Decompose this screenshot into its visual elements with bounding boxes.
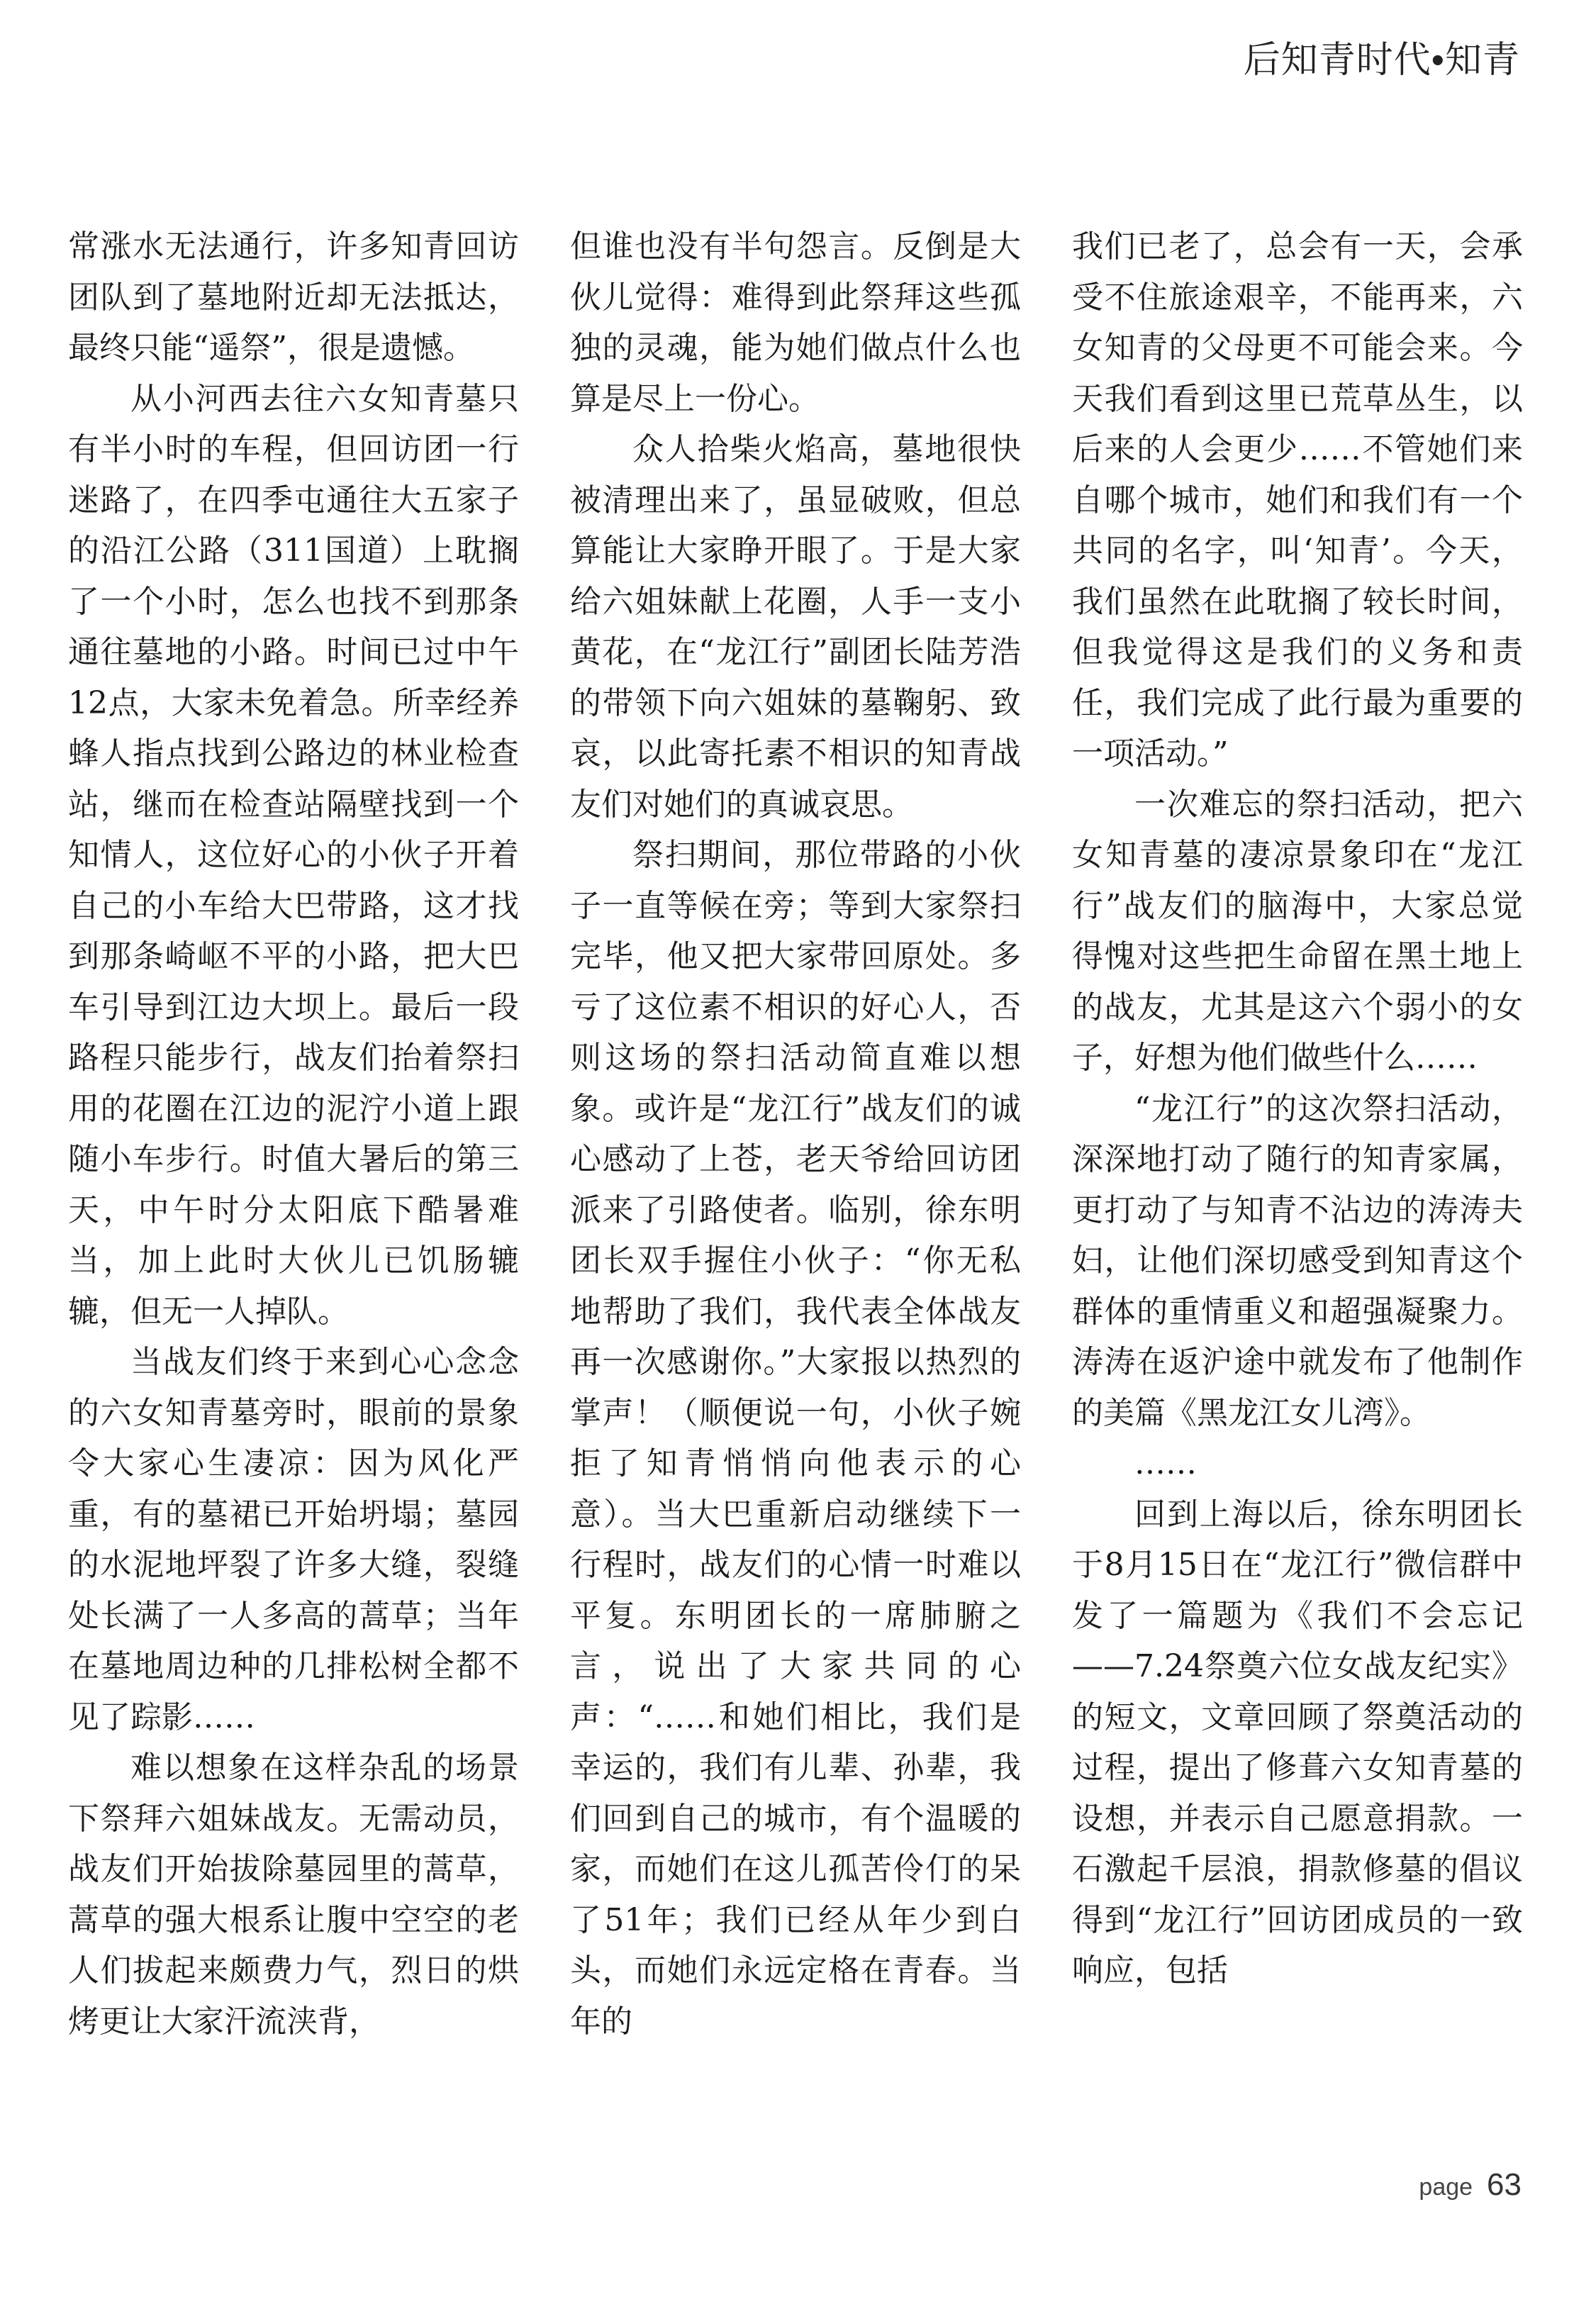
page-label: page	[1419, 2174, 1473, 2201]
paragraph: 众人拾柴火焰高，墓地很快被清理出来了，虽显破败，但总算能让大家睁开眼了。于是大家给六姐妹献上花圈，人手一支小黄花，在“龙江行”副团长陆芳浩的带领下向六姐妹的墓鞠躬、致哀，以此寄托素不相识的知青战友们对她们的真诚哀思。	[570, 431, 1021, 823]
paragraph: 我们已老了，总会有一天，会承受不住旅途艰辛，不能再来，六女知青的父母更不可能会来。今天我们看到这里已荒草丛生，以后来的人会更少……不管她们来自哪个城市，她们和我们有一个共同的名字，叫‘知青’。今天，我们虽然在此耽搁了较长时间，但我觉得这是我们的义务和责任，我们完成了此行最为重要的一项活动。”	[1072, 228, 1523, 772]
paragraph: 从小河西去往六女知青墓只有半小时的车程，但回访团一行迷路了，在四季屯通往大五家子的沿江公路（311国道）上耽搁了一个小时，怎么也找不到那条通往墓地的小路。时间已过中午12点，大家未免着急。所幸经养蜂人指点找到公路边的林业检查站，继而在检查站隔壁找到一个知情人，这位好心的小伙子开着自己的小车给大巴带路，这才找到那条崎岖不平的小路，把大巴车引导到江边大坝上。最后一段路程只能步行，战友们抬着祭扫用的花圈在江边的泥泞小道上跟随小车步行。时值大暑后的第三天，中午时分太阳底下酷暑难当，加上此时大伙儿已饥肠辘辘，但无一人掉队。	[68, 380, 519, 1330]
paragraph: 祭扫期间，那位带路的小伙子一直等候在旁；等到大家祭扫完毕，他又把大家带回原处。多亏了这位素不相识的好心人，否则这场的祭扫活动简直难以想象。或许是“龙江行”战友们的诚心感动了上苍，老天爷给回访团派来了引路使者。临别，徐东明团长双手握住小伙子：“你无私地帮助了我们，我代表全体战友再一次感谢你。”大家报以热烈的掌声！（顺便说一句，小伙子婉拒了知青悄悄向他表示的心意）。当大巴重新启动继续下一行程时，战友们的心情一时难以平复。东明团长的一席肺腑之言，说出了大家共同的心声：“……和她们相比，我们是幸运的，我们有儿辈、孙辈，我们回到自己的城市，有个温暖的家，而她们在这儿孤苦伶仃的呆了51年；我们已经从年少到白头，而她们永远定格在青春。当年的	[570, 837, 1021, 2040]
paragraph: 但谁也没有半句怨言。反倒是大伙儿觉得：难得到此祭拜这些孤独的灵魂，能为她们做点什么也算是尽上一份心。	[570, 228, 1021, 417]
page-number: 63	[1487, 2167, 1522, 2202]
paragraph: “龙江行”的这次祭扫活动，深深地打动了随行的知青家属，更打动了与知青不沾边的涛涛夫妇，让他们深切感受到知青这个群体的重情重义和超强凝聚力。涛涛在返沪途中就发布了他制作的美篇《黑龙江女儿湾》。	[1072, 1090, 1523, 1431]
paragraph: 难以想象在这样杂乱的场景下祭拜六姐妹战友。无需动员，战友们开始拔除墓园里的蒿草，蒿草的强大根系让腹中空空的老人们拔起来颇费力气，烈日的烘烤更让大家汗流浃背，	[68, 1750, 519, 2040]
text-column-1	[68, 221, 519, 2047]
page-footer	[1419, 2167, 1522, 2203]
paragraph: 回到上海以后，徐东明团长于8月15日在“龙江行”微信群中发了一篇题为《我们不会忘记——7.24祭奠六位女战友纪实》的短文，文章回顾了祭奠活动的过程，提出了修葺六女知青墓的设想，并表示自己愿意捐款。一石激起千层浪，捐款修墓的倡议得到“龙江行”回访团成员的一致响应，包括	[1072, 1496, 1523, 1989]
paragraph: 常涨水无法通行，许多知青回访团队到了墓地附近却无法抵达，最终只能“遥祭”，很是遗憾。	[68, 228, 519, 366]
section-header: 后知青时代•知青	[1243, 40, 1520, 81]
text-column-2	[570, 221, 1021, 2047]
paragraph: ……	[1134, 1445, 1197, 1481]
text-column-3	[1072, 221, 1523, 1996]
paragraph: 一次难忘的祭扫活动，把六女知青墓的凄凉景象印在“龙江行”战友们的脑海中，大家总觉得愧对这些把生命留在黑土地上的战友，尤其是这六个弱小的女子，好想为他们做些什么……	[1072, 786, 1523, 1076]
paragraph: 当战友们终于来到心心念念的六女知青墓旁时，眼前的景象令大家心生凄凉：因为风化严重，有的墓裙已开始坍塌；墓园的水泥地坪裂了许多大缝，裂缝处长满了一人多高的蒿草；当年在墓地周边种的几排松树全都不见了踪影……	[68, 1344, 519, 1735]
